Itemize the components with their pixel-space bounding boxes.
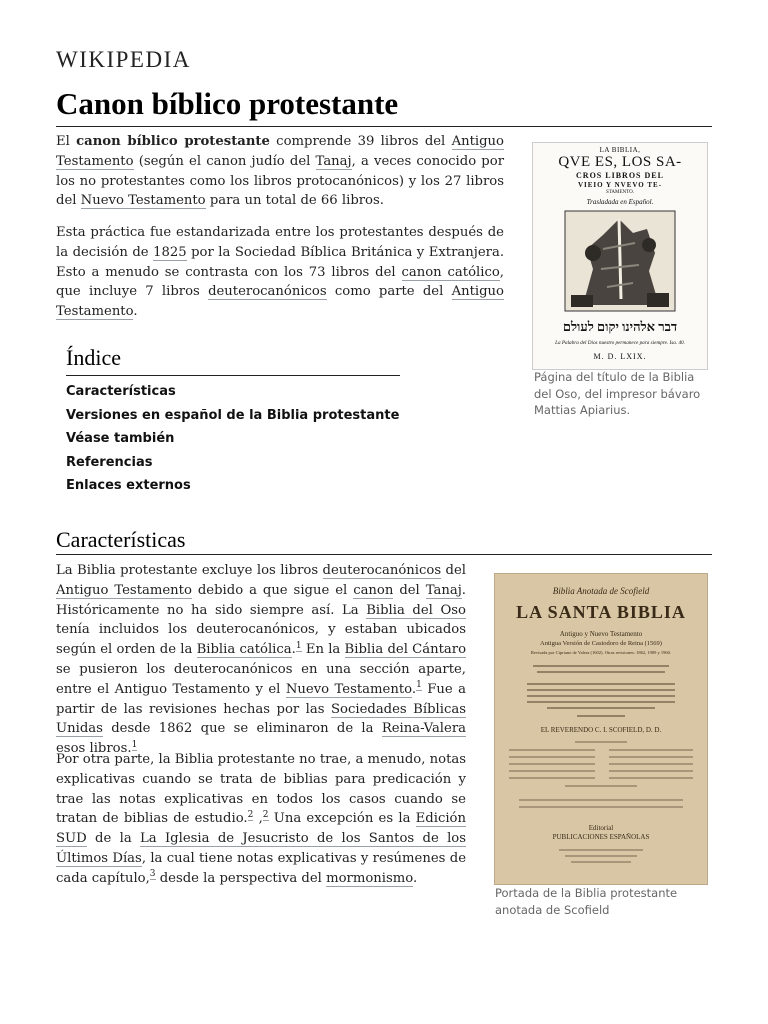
- text: Por otra parte, la Biblia protestante no trae, a menudo, notas explicativas cuando se trata de biblias para predicación y trae las notas explicativas en todos los casos cuando se tratan de biblias de estudio.: [56, 752, 466, 827]
- link-1825[interactable]: 1825: [153, 244, 187, 260]
- figure1-line: La Palabra del Dios nuestro permanece para siempre. Isa. 40.: [555, 340, 685, 346]
- text: , a veces conocido por los no protestantes como los libros protocanónicos) y los 27 libros del: [56, 153, 504, 209]
- text: esos libros.: [56, 741, 132, 757]
- section-divider: [56, 554, 712, 555]
- text: Una excepción es la: [268, 811, 416, 827]
- text: ,: [253, 811, 263, 827]
- text: (según el canon judío del: [133, 153, 316, 169]
- link-deuterocanonicos[interactable]: deuterocanónicos: [208, 284, 327, 300]
- text: .: [291, 642, 296, 658]
- toc-heading: Índice: [66, 345, 400, 376]
- link-tanaj[interactable]: Tanaj: [425, 582, 462, 598]
- reference-number[interactable]: 1: [416, 680, 422, 691]
- toc-item-caracteristicas[interactable]: Características: [66, 384, 176, 399]
- text: desde 1862 que se eliminaron de la: [102, 721, 382, 737]
- intro-paragraph-2: [56, 223, 504, 322]
- figure2-line: Editorial: [588, 824, 614, 832]
- text: tenía incluidos los deuterocanónicos, y estaban ubicados según el orden de la: [56, 622, 466, 658]
- link-canon-catolico[interactable]: canon católico: [401, 264, 500, 280]
- text: .: [412, 870, 418, 886]
- figure1-line: VIEIO Y NVEVO TE-: [577, 181, 663, 189]
- figure1-line: Trasladada en Español.: [586, 198, 654, 206]
- text: . Históricamente no ha sido siempre así. La: [56, 582, 466, 618]
- reference-number[interactable]: 3: [149, 869, 156, 880]
- figure2-committee-list: [505, 740, 697, 810]
- figure2-line: Revisada por Cipriano de Valera (1602). Otras revisiones: 1862, 1909 y 1960.: [530, 650, 672, 655]
- figure1-line: QVE ES, LOS SA-: [558, 154, 682, 170]
- link-sociedades-biblicas-unidas[interactable]: Sociedades Bíblicas Unidas: [56, 701, 466, 737]
- figure2-caption: Portada de la Biblia protestante anotada de Scofield: [495, 886, 678, 917]
- text: del: [441, 563, 466, 578]
- figure1-line: CROS LIBROS DEL: [576, 171, 664, 180]
- section-heading-caracteristicas: Características: [56, 527, 186, 552]
- text: debido a que sigue el: [191, 582, 354, 598]
- figure2-text-block: [517, 662, 685, 722]
- title-divider: [56, 126, 712, 127]
- link-edicion-sud[interactable]: Edición SUD: [56, 811, 466, 847]
- section-paragraph-1: [56, 561, 466, 759]
- toc-item-referencias[interactable]: Referencias: [66, 454, 153, 470]
- toc-item-enlaces-externos[interactable]: Enlaces externos: [66, 478, 191, 494]
- text: , la cual tiene notas explicativas y resúmenes de cada capítulo,: [56, 850, 466, 886]
- text: Fue a partir de las revisiones hechas por las: [56, 681, 467, 717]
- figure2-line: LA SANTA BIBLIA: [516, 602, 686, 622]
- link-reina-valera[interactable]: Reina-Valera: [381, 721, 466, 737]
- text: de la: [86, 831, 141, 847]
- link-biblia-del-oso[interactable]: Biblia del Oso: [366, 602, 466, 618]
- figure2-line: Antiguo y Nuevo Testamento: [559, 630, 643, 638]
- page-title: Canon bíblico protestante: [56, 86, 399, 121]
- table-of-contents: [66, 345, 400, 500]
- bear-woodcut-illustration: [563, 209, 677, 313]
- figure-scofield-bible[interactable]: [494, 573, 708, 885]
- link-nuevo-testamento[interactable]: Nuevo Testamento: [285, 681, 412, 697]
- figure-biblia-del-oso[interactable]: [532, 142, 708, 370]
- link-iglesia-sud[interactable]: La Iglesia de Jesucristo de los Santos de los Últimos Días: [56, 831, 466, 866]
- wikipedia-wordmark[interactable]: WIKIPEDIA: [56, 47, 191, 72]
- reference-number[interactable]: 2: [247, 810, 254, 820]
- link-antiguo-testamento[interactable]: Antiguo Testamento: [56, 582, 192, 598]
- figure1-line: M. D. LXIX.: [593, 352, 647, 361]
- figure1-hebrew-line: דבר אלהינו יקום לעולם: [562, 319, 678, 334]
- link-canon[interactable]: canon: [353, 582, 394, 598]
- text: para un total de 66 libros.: [205, 193, 384, 209]
- toc-item-versiones[interactable]: Versiones en español de la Biblia protestante: [66, 407, 400, 423]
- figure2-imprint: [555, 846, 647, 866]
- link-biblia-catolica[interactable]: Biblia católica: [196, 642, 292, 658]
- link-biblia-del-cantaro[interactable]: Biblia del Cántaro: [344, 642, 467, 658]
- toc-item-vease-tambien[interactable]: Véase también: [66, 431, 175, 447]
- link-antiguo-testamento[interactable]: Antiguo Testamento: [56, 284, 504, 320]
- bold-term: canon bíblico protestante: [76, 134, 270, 149]
- text: Esta práctica fue estandarizada entre los protestantes después de la decisión de: [56, 225, 504, 260]
- text: desde la perspectiva del: [155, 870, 327, 886]
- figure2-line: Antigua Versión de Casiodoro de Reina (1569): [540, 640, 662, 647]
- link-mormonismo[interactable]: mormonismo: [326, 870, 413, 886]
- section-paragraph-2: [56, 750, 466, 889]
- text: .: [133, 304, 138, 320]
- link-tanaj[interactable]: Tanaj: [315, 153, 352, 169]
- text: por la Sociedad Bíblica Británica y Extranjera. Esto a menudo se contrasta con los 73 libros del: [56, 244, 505, 280]
- text: , que incluye 7 libros: [56, 264, 504, 300]
- text: como parte del: [326, 284, 452, 300]
- figure2-line: EL REVERENDO C. I. SCOFIELD, D. D.: [540, 726, 662, 734]
- text: se pusieron los deuterocanónicos en una sección aparte, entre el Antiguo Testamento y el: [56, 661, 466, 697]
- text: La Biblia protestante excluye los libros: [56, 563, 323, 578]
- text: del: [393, 582, 426, 598]
- figure2-line: PUBLICACIONES ESPAÑOLAS: [552, 833, 650, 841]
- link-deuterocanonicos[interactable]: deuterocanónicos: [322, 563, 442, 578]
- text: En la: [301, 642, 345, 658]
- reference-number[interactable]: 1: [131, 739, 138, 750]
- link-nuevo-testamento[interactable]: Nuevo Testamento: [80, 193, 206, 209]
- reference-number[interactable]: 2: [262, 810, 269, 820]
- text: .: [411, 681, 417, 697]
- link-antiguo-testamento[interactable]: Antiguo Testamento: [56, 134, 504, 169]
- figure1-line: LA BIBLIA,: [599, 146, 641, 154]
- intro-paragraph-1: [56, 132, 504, 211]
- reference-number[interactable]: 1: [295, 640, 302, 651]
- figure1-caption: Página del título de la Biblia del Oso, del impresor bávaro Mattias Apiarius.: [534, 370, 701, 417]
- figure1-line: STAMENTO.: [606, 190, 634, 195]
- figure2-line: Biblia Anotada de Scofield: [552, 586, 650, 596]
- text: El: [56, 134, 77, 149]
- text: comprende 39 libros del: [269, 134, 452, 149]
